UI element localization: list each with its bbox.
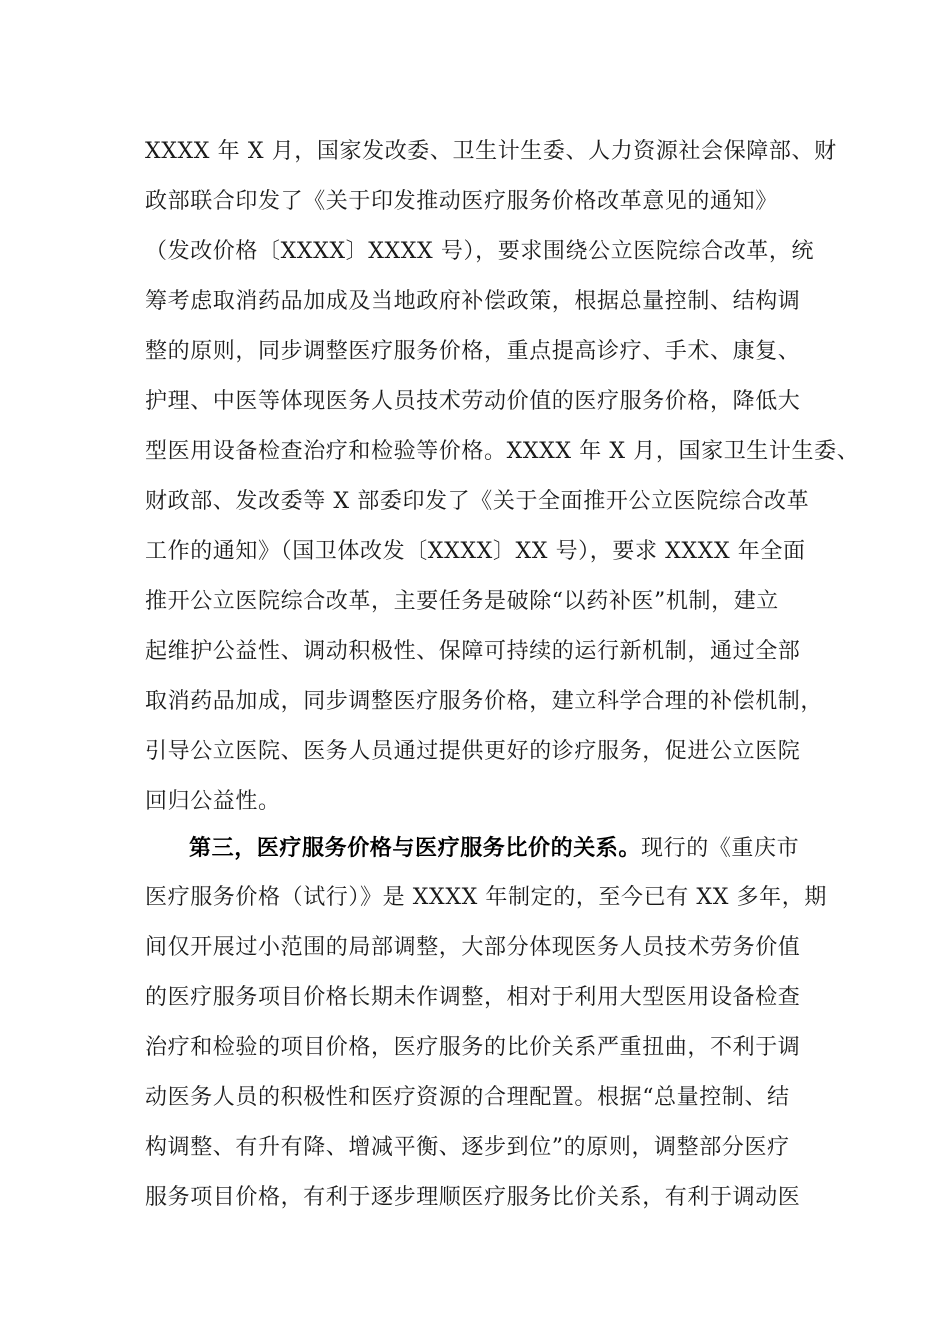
text-line: （发改价格〔XXXX〕XXXX 号），要求围绕公立医院综合改革，统 bbox=[145, 239, 815, 264]
section-heading: 第三，医疗服务价格与医疗服务比价的关系。 bbox=[189, 835, 642, 861]
text-line: 推开公立医院综合改革，主要任务是破除“以药补医”机制，建立 bbox=[145, 589, 779, 614]
text-line: 服务项目价格，有利于逐步理顺医疗服务比价关系，有利于调动医 bbox=[145, 1185, 801, 1210]
heading-continuation: 现行的《重庆市 bbox=[641, 836, 800, 861]
text-line: 财政部、发改委等 X 部委印发了《关于全面推开公立医院综合改革 bbox=[145, 489, 810, 514]
text-line: 整的原则，同步调整医疗服务价格，重点提高诊疗、手术、康复、 bbox=[145, 339, 801, 364]
paragraph-policy-background bbox=[145, 127, 860, 827]
text-line: 工作的通知》（国卫体改发〔XXXX〕XX 号），要求 XXXX 年全面 bbox=[145, 539, 806, 564]
text-line: 引导公立医院、医务人员通过提供更好的诊疗服务，促进公立医院 bbox=[145, 739, 801, 764]
text-line: 政部联合印发了《关于印发推动医疗服务价格改革意见的通知》 bbox=[145, 189, 778, 214]
text-line: 的医疗服务项目价格长期未作调整，相对于利用大型医用设备检查 bbox=[145, 985, 801, 1010]
text-line: 治疗和检验的项目价格，医疗服务的比价关系严重扭曲，不利于调 bbox=[145, 1035, 801, 1060]
text-line: 间仅开展过小范围的局部调整，大部分体现医务人员技术劳务价值 bbox=[145, 935, 801, 960]
text-line: 筹考虑取消药品加成及当地政府补偿政策，根据总量控制、结构调 bbox=[145, 289, 801, 314]
text-line: 护理、中医等体现医务人员技术劳动价值的医疗服务价格，降低大 bbox=[145, 389, 801, 414]
text-line: 型医用设备检查治疗和检验等价格。XXXX 年 X 月，国家卫生计生委、 bbox=[145, 439, 860, 464]
text-line: 构调整、有升有降、增减平衡、逐步到位”的原则，调整部分医疗 bbox=[145, 1135, 790, 1160]
text-line: 回归公益性。 bbox=[145, 789, 281, 814]
paragraph-first-line bbox=[145, 823, 825, 873]
text-line: 取消药品加成，同步调整医疗服务价格，建立科学合理的补偿机制， bbox=[145, 689, 824, 714]
text-line: XXXX 年 X 月，国家发改委、卫生计生委、人力资源社会保障部、财 bbox=[145, 139, 837, 164]
paragraph-price-ratio bbox=[145, 823, 825, 1223]
text-line: 动医务人员的积极性和医疗资源的合理配置。根据“总量控制、结 bbox=[145, 1085, 790, 1110]
text-line: 起维护公益性、调动积极性、保障可持续的运行新机制，通过全部 bbox=[145, 639, 801, 664]
text-line: 医疗服务价格（试行）》是 XXXX 年制定的，至今已有 XX 多年，期 bbox=[145, 885, 827, 910]
